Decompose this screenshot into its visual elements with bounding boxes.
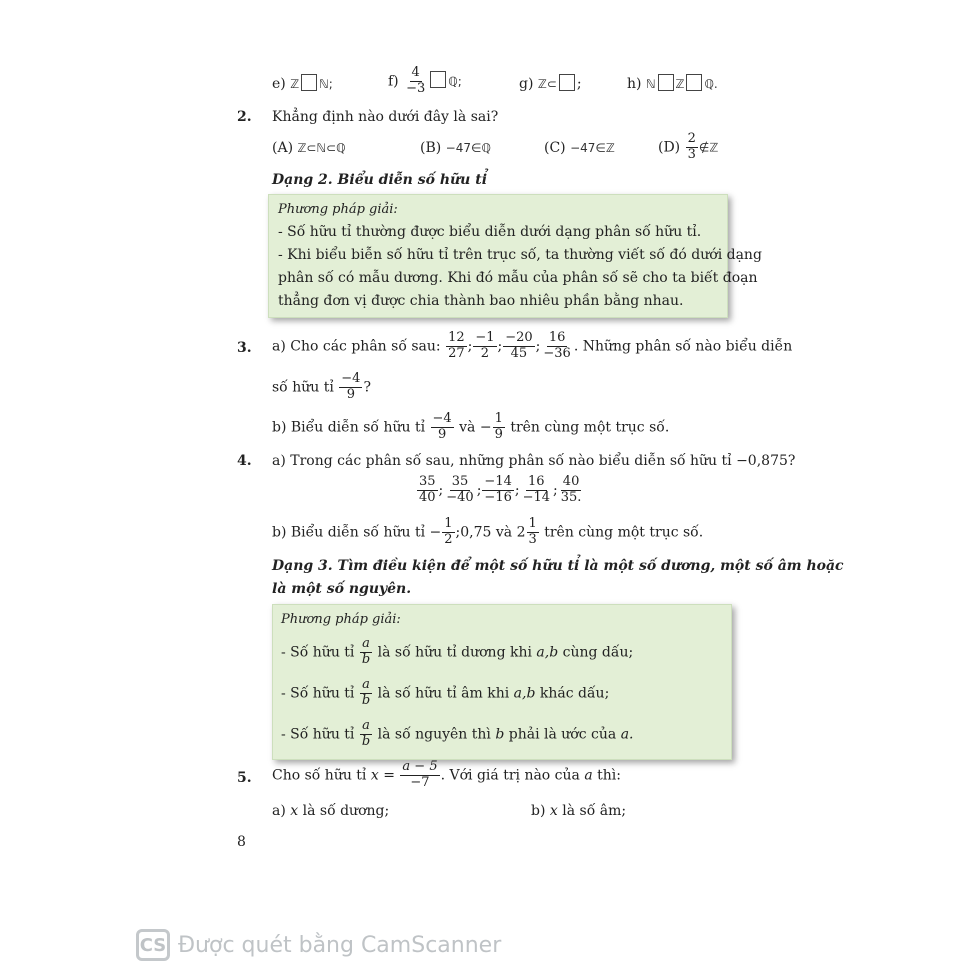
q2-option-d[interactable]: (D) $\frac{2}{3}$ ∉ℤ [658,131,719,162]
method-rule-positive: - Số hữu tỉ $\frac{a}{b}$ là số hữu tỉ dương khi a,b cùng dấu; [281,636,634,667]
section-heading-dang-2: Dạng 2. Biểu diễn số hữu tỉ [272,172,488,188]
q4-fraction-list: $\frac{35}{40}$ ; $\frac{35}{-40}$ ; $\frac{-14}{-16}$ ; $\frac{16}{-14}$ ; $\frac{40}{35.}$ [419,474,582,505]
method-title: Phương pháp giải: [278,202,398,217]
q1-item-e: e) ℤ ℕ; [272,76,333,92]
method-rule-integer: - Số hữu tỉ $\frac{a}{b}$ là số nguyên thì b phải là ước của a. [281,718,634,749]
fraction: $\frac{16}{-14}$ [522,474,551,505]
camscanner-logo-icon: CS [136,929,170,961]
fraction: $\frac{a - 5}{-7}$ [402,759,438,790]
fraction: $\frac{-1}{2}$ [475,330,495,361]
method-box-dang-3 [272,604,732,760]
question-number: 3. [237,340,252,356]
q3-part-a-line2: số hữu tỉ $\frac{-4}{9}$ ? [272,371,371,402]
q2-option-a[interactable]: (A) ℤ⊂ℕ⊂ℚ [272,140,346,156]
q1-item-g: g) ℤ⊂ ; [519,76,582,92]
q5-part-a: a) x là số dương; [272,803,390,819]
fraction: $\frac{1}{2}$ [444,516,453,547]
q3-part-b: b) Biểu diễn số hữu tỉ $\frac{-4}{9}$ và − $\frac{1}{9}$ trên cùng một trục số. [272,411,670,442]
section-heading-dang-3-cont: là một số nguyên. [272,581,412,597]
fraction: $\frac{1}{9}$ [494,411,503,442]
answer-box[interactable] [686,74,702,91]
q1-item-h: h) ℕ ℤ ℚ. [627,76,718,92]
method-line: - Số hữu tỉ thường được biểu diễn dưới dạng phân số hữu tỉ. [278,224,702,240]
page-number: 8 [237,834,246,850]
question-number: 2. [237,109,252,125]
method-line: thẳng đơn vị được chia thành bao nhiêu phần bằng nhau. [278,293,684,309]
answer-box[interactable] [301,74,317,91]
fraction: $\frac{16}{-36}$ [543,330,571,361]
fraction-a-over-b: $\frac{a}{b}$ [361,718,371,749]
fraction: $\frac{2}{3}$ [687,131,696,162]
fraction: $\frac{35}{-40}$ [446,474,474,505]
method-box-dang-2 [268,194,762,318]
question-number: 4. [237,453,252,469]
camscanner-watermark [136,929,501,961]
method-title: Phương pháp giải: [281,612,401,627]
fraction: $\frac{40}{35.}$ [560,474,582,505]
method-rule-negative: - Số hữu tỉ $\frac{a}{b}$ là số hữu tỉ âm khi a,b khác dấu; [281,677,610,708]
fraction: $\frac{12}{27}$ [448,330,465,361]
answer-box[interactable] [658,74,674,91]
fraction: $\frac{4}{-3}$ [406,65,426,96]
fraction: $\frac{-14}{-16}$ [484,474,512,505]
method-line: - Khi biểu biễn số hữu tỉ trên trục số, ta thường viết số đó dưới dạng [278,247,762,263]
set-n: ℕ; [319,77,333,91]
fraction: $\frac{-20}{45}$ [505,330,533,361]
q5-statement: Cho số hữu tỉ x = $\frac{a - 5}{-7}$ . Với giá trị nào của a thì: [272,759,621,790]
fraction: $\frac{35}{40}$ [419,474,436,505]
section-heading-dang-3: Dạng 3. Tìm điều kiện để một số hữu tỉ là một số dương, một số âm hoặc [272,558,844,574]
method-line: phân số có mẫu dương. Khi đó mẫu của phân số sẽ cho ta biết đoạn [278,270,758,286]
watermark-text: Được quét bằng CamScanner [178,932,502,958]
fraction: $\frac{-4}{9}$ [432,411,452,442]
q5-part-b: b) x là số âm; [531,803,627,819]
fraction-a-over-b: $\frac{a}{b}$ [361,677,371,708]
q2-question: Khẳng định nào dưới đây là sai? [272,109,499,125]
q1-item-f: f) $\frac{4}{-3}$ ℚ; [388,65,462,96]
q3-part-a: a) Cho các phân số sau: $\frac{12}{27}$ ; $\frac{-1}{2}$ ; $\frac{-20}{45}$ ; $\frac{16}{-36}$ . Những phân số nào biểu diễn [272,330,793,361]
answer-box[interactable] [559,74,575,91]
q4-part-b: b) Biểu diễn số hữu tỉ − $\frac{1}{2}$ ;0,75 và 2 $\frac{1}{3}$ trên cùng một trục số. [272,516,704,547]
q4-part-a: a) Trong các phân số sau, những phân số nào biểu diễn số hữu tỉ −0,875? [272,453,796,469]
answer-box[interactable] [430,71,446,88]
set-z: ℤ [290,77,300,91]
fraction: $\frac{-4}{9}$ [341,371,361,402]
question-number: 5. [237,770,252,786]
fraction: $\frac{1}{3}$ [528,516,537,547]
q2-option-c[interactable]: (C) −47∈ℤ [544,140,615,156]
q2-option-b[interactable]: (B) −47∈ℚ [420,140,491,156]
fraction-a-over-b: $\frac{a}{b}$ [361,636,371,667]
